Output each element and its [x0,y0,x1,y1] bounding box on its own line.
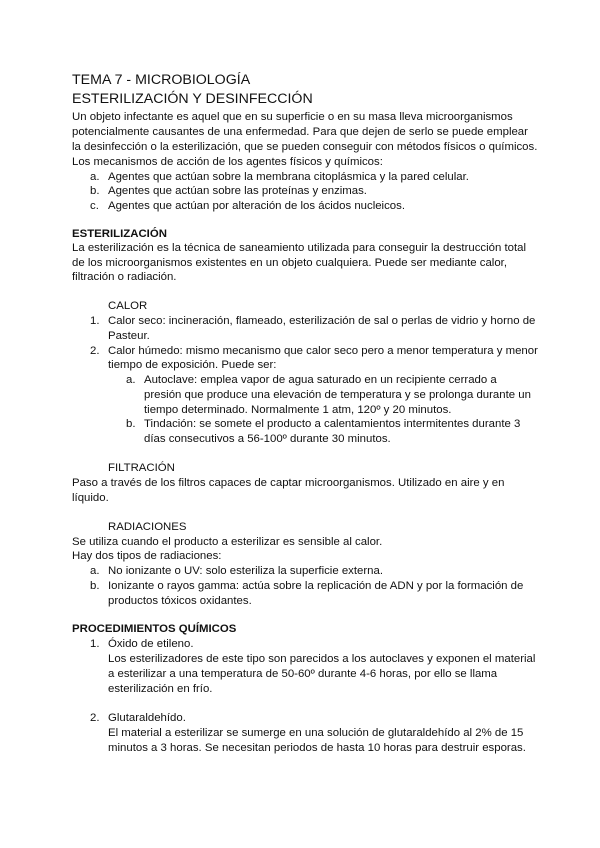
list-item: Calor seco: incineración, flameado, esterilización de sal o perlas de vidrio y horno de [108,315,536,327]
list-item: Óxido de etileno. [108,638,194,650]
list-item: tiempo determinado. Normalmente 1 atm, 120º y 20 minutos. [144,404,452,416]
list-item: Tindación: se somete el producto a calentamientos intermitentes durante 3 [144,418,521,430]
list-item: productos tóxicos oxidantes. [108,595,252,607]
list-item: minutos a 3 horas. Se necesitan periodos de hasta 10 horas para destruir esporas. [108,742,526,754]
list-marker: a. [90,565,100,577]
list-item: a esterilizar a una temperatura de 50-60º durante 4-6 horas, por ello se llama [108,668,498,680]
list-marker: b. [90,185,100,197]
paragraph-line: de los microorganismos existentes en un objeto cualquiera. Puede ser mediante calor, [72,257,507,269]
subheading-radiaciones: RADIACIONES [108,521,187,533]
subheading-filtracion: FILTRACIÓN [108,462,175,474]
list-item: esterilización en frío. [108,683,213,695]
list-marker: 2. [90,712,100,724]
list-item: Calor húmedo: mismo mecanismo que calor seco pero a menor temperatura y menor [108,345,538,357]
list-item: Agentes que actúan por alteración de los ácidos nucleicos. [108,200,405,212]
intro-line: Un objeto infectante es aquel que en su superficie o en su masa lleva microorganismos [72,111,513,123]
paragraph-line: líquido. [72,492,109,504]
section-heading-procedimientos: PROCEDIMIENTOS QUÍMICOS [72,623,237,635]
list-marker: b. [90,580,100,592]
intro-line: potencialmente causantes de una enfermedad. Para que dejen de serlo se puede emplear [72,126,528,138]
list-item: Pasteur. [108,330,150,342]
paragraph-line: La esterilización es la técnica de saneamiento utilizada para conseguir la destrucción total [72,242,526,254]
list-marker: a. [90,171,100,183]
list-item: Agentes que actúan sobre la membrana citoplásmica y la pared celular. [108,171,469,183]
paragraph-line: Paso a través de los filtros capaces de captar microorganismos. Utilizado en aire y en [72,477,505,489]
list-item: días consecutivos a 56-100º durante 30 minutos. [144,433,391,445]
list-marker: c. [90,200,99,212]
list-item: Los esterilizadores de este tipo son parecidos a los autoclaves y exponen el material [108,653,536,665]
list-item: Glutaraldehído. [108,712,186,724]
list-item: Agentes que actúan sobre las proteínas y enzimas. [108,185,367,197]
title-line-1: TEMA 7 - MICROBIOLOGÍA [72,72,251,88]
list-item: No ionizante o UV: solo esteriliza la superficie externa. [108,565,383,577]
list-marker: 2. [90,345,100,357]
list-item: presión que produce una elevación de temperatura y se prolonga durante un [144,389,531,401]
list-item: Ionizante o rayos gamma: actúa sobre la replicación de ADN y por la formación de [108,580,524,592]
paragraph-line: Hay dos tipos de radiaciones: [72,550,222,562]
list-item: tiempo de exposición. Puede ser: [108,359,277,371]
list-item: El material a esterilizar se sumerge en una solución de glutaraldehído al 2% de 15 [108,727,524,739]
list-marker: a. [126,374,136,386]
list-marker: b. [126,418,136,430]
paragraph-line: Se utiliza cuando el producto a esterilizar es sensible al calor. [72,536,383,548]
list-marker: 1. [90,315,100,327]
list-item: Autoclave: emplea vapor de agua saturado en un recipiente cerrado a [144,374,497,386]
list-marker: 1. [90,638,100,650]
intro-line: Los mecanismos de acción de los agentes físicos y químicos: [72,156,383,168]
subheading-calor: CALOR [108,300,148,312]
intro-line: la desinfección o la esterilización, que se pueden conseguir con métodos físicos o químicos. [72,141,538,153]
section-heading-esterilizacion: ESTERILIZACIÓN [72,228,167,240]
title-line-2: ESTERILIZACIÓN Y DESINFECCIÓN [72,91,313,107]
paragraph-line: filtración o radiación. [72,271,177,283]
